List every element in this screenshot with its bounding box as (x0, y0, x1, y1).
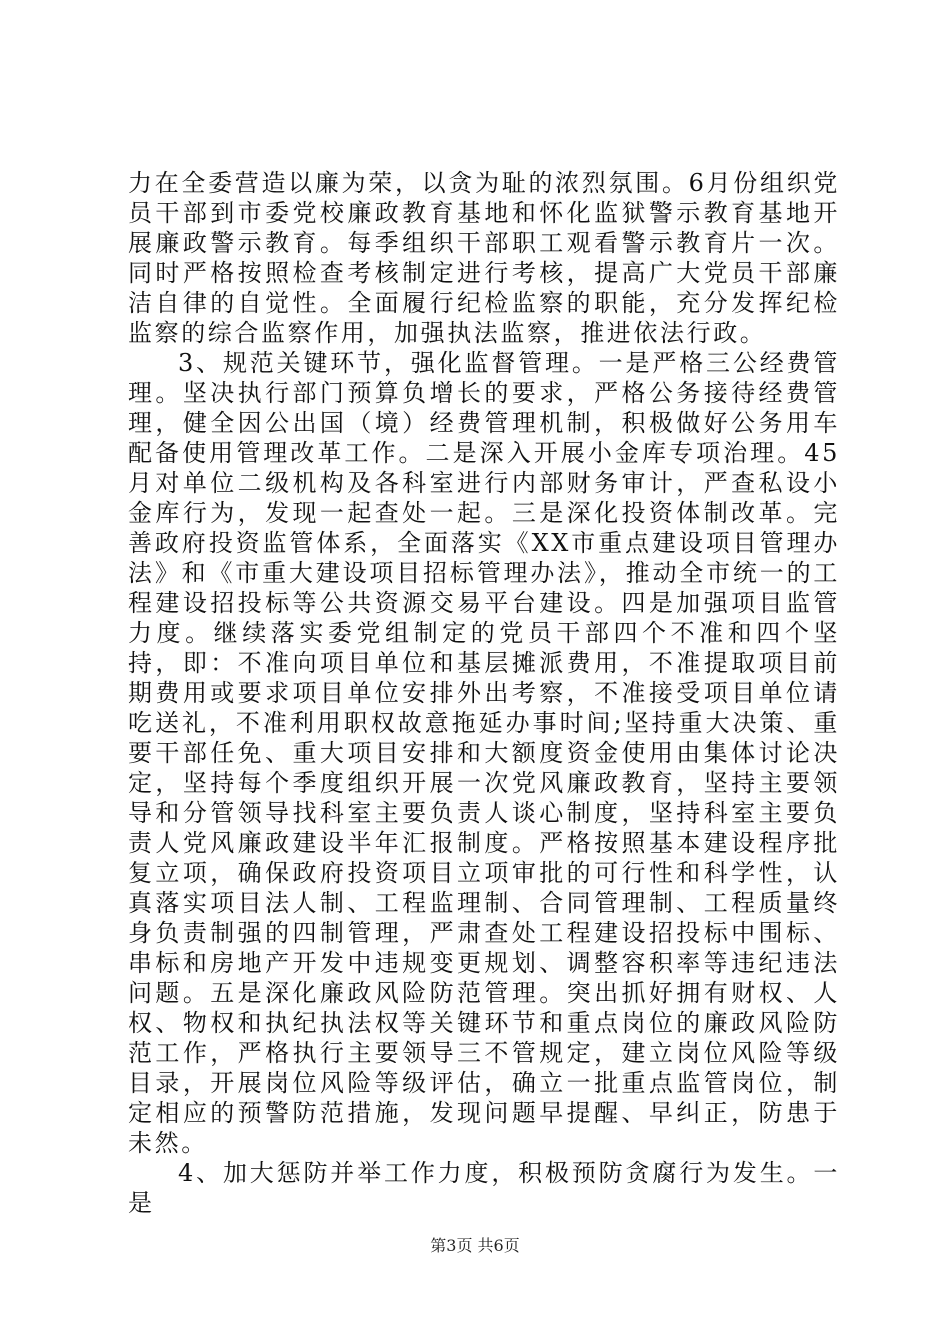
paragraph-continuation: 力在全委营造以廉为荣，以贪为耻的浓烈氛围。6月份组织党员干部到市委党校廉政教育基地和怀化监狱警示教育基地开展廉政警示教育。每季组织干部职工观看警示教育片一次。同时严格按照检查考核制定进行考核，提高广大党员干部廉洁自律的自觉性。全面履行纪检监察的职能，充分发挥纪检监察的综合监察作用，加强执法监察，推进依法行政。 (128, 169, 840, 347)
document-body (128, 168, 840, 1218)
page-number-footer: 第3页 共6页 (430, 1236, 520, 1255)
paragraph-section-3: 3、规范关键环节，强化监督管理。一是严格三公经费管理。坚决执行部门预算负增长的要求，严格公务接待经费管理，健全因公出国（境）经费管理机制，积极做好公务用车配备使用管理改革工作。二是深入开展小金库专项治理。45月对单位二级机构及各科室进行内部财务审计，严查私设小金库行为，发现一起查处一起。三是深化投资体制改革。完善政府投资监管体系，全面落实《XX市重点建设项目管理办法》和《市重大建设项目招标管理办法》，推动全市统一的工程建设招投标等公共资源交易平台建设。四是加强项目监管力度。继续落实委党组制定的党员干部四个不准和四个坚持，即：不准向项目单位和基层摊派费用，不准提取项目前期费用或要求项目单位安排外出考察，不准接受项目单位请吃送礼，不准利用职权故意拖延办事时间;坚持重大决策、重要干部任免、重大项目安排和大额度资金使用由集体讨论决定，坚持每个季度组织开展一次党风廉政教育，坚持主要领导和分管领导找科室主要负责人谈心制度，坚持科室主要负责人党风廉政建设半年汇报制度。严格按照基本建设程序批复立项，确保政府投资项目立项审批的可行性和科学性，认真落实项目法人制、工程监理制、合同管理制、工程质量终身负责制强的四制管理，严肃查处工程建设招投标中围标、串标和房地产开发中违规变更规划、调整容积率等违纪违法问题。五是深化廉政风险防范管理。突出抓好拥有财权、人权、物权和执纪执法权等关键环节和重点岗位的廉政风险防范工作，严格执行主要领导三不管规定，建立岗位风险等级目录，开展岗位风险等级评估，确立一批重点监管岗位，制定相应的预警防范措施，发现问题早提醒、早纠正，防患于未然。 (128, 349, 840, 1157)
paragraph-section-4: 4、加大惩防并举工作力度，积极预防贪腐行为发生。一是 (128, 1159, 840, 1217)
